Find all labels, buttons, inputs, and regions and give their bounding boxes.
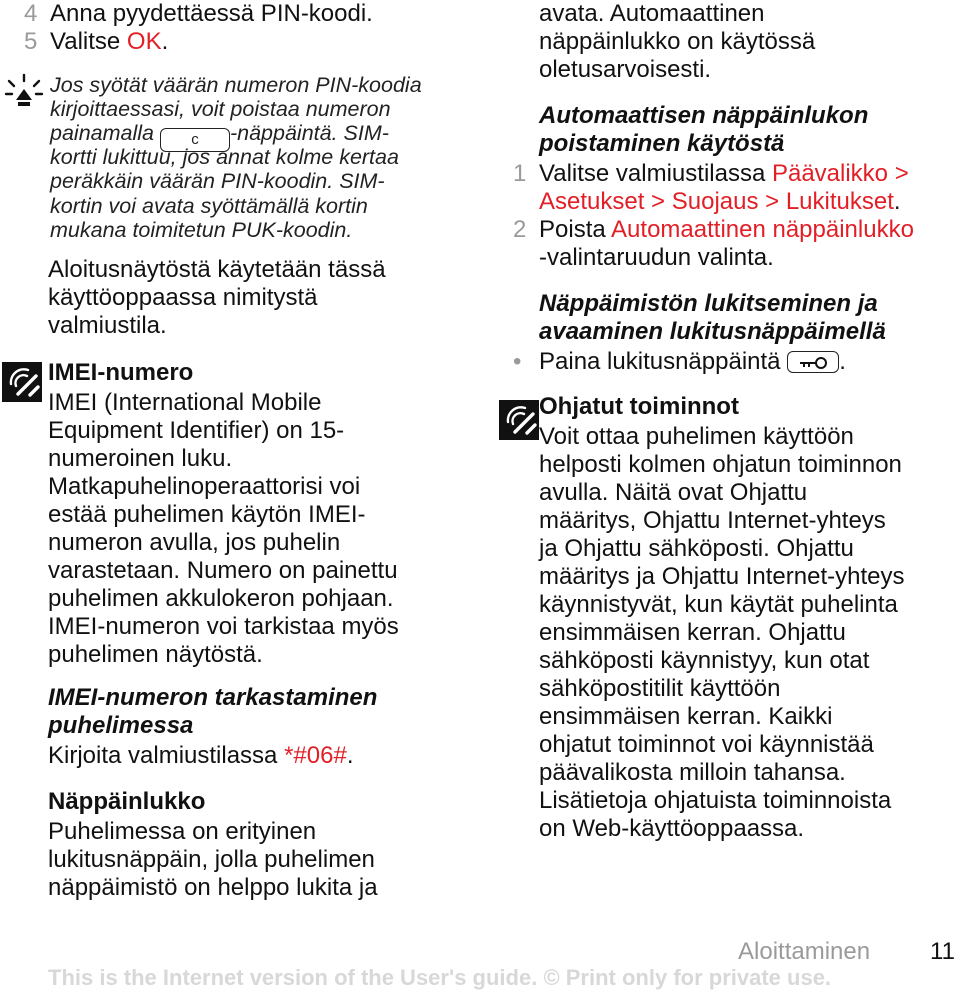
instruction-text-end: . bbox=[346, 742, 354, 769]
guided-line: ensimmäisen kerran. Kaikki bbox=[539, 703, 833, 730]
keylock-cont-line: avata. Automaattinen bbox=[539, 0, 765, 27]
guided-line: määritys, Ohjattu Internet-yhteys bbox=[539, 507, 886, 534]
step-text: Poista bbox=[539, 216, 612, 243]
imei-heading: IMEI-numero bbox=[48, 359, 194, 386]
auto-lock-step-1-cont bbox=[539, 188, 901, 216]
imei-line: IMEI-numeron voi tarkistaa myös bbox=[48, 613, 399, 640]
step-5 bbox=[24, 28, 168, 56]
step-text-end: . bbox=[161, 28, 169, 55]
imei-line: estää puhelimen käytön IMEI- bbox=[48, 501, 366, 528]
keylock-line: Puhelimessa on erityinen bbox=[48, 818, 317, 845]
imei-line: IMEI (International Mobile bbox=[48, 389, 322, 416]
imei-code: *#06# bbox=[284, 742, 347, 769]
page-number: 11 bbox=[930, 938, 955, 965]
tip-line: peräkkäin väärän PIN-koodin. SIM- bbox=[50, 169, 385, 193]
guided-line: sähköpostitilit käyttöön bbox=[539, 675, 781, 702]
note-icon bbox=[2, 362, 42, 402]
step-number: 5 bbox=[24, 28, 38, 55]
tip-line: mukana toimitetun PUK-koodin. bbox=[50, 218, 353, 242]
step-4 bbox=[24, 0, 373, 28]
step-text: Anna pyydettäessä PIN-koodi. bbox=[50, 0, 373, 27]
main-menu-path: Päävalikko > bbox=[771, 160, 909, 187]
tip-line: kirjoittaessasi, voit poistaa numeron bbox=[50, 97, 391, 121]
tip-text: painamalla bbox=[50, 121, 160, 145]
imei-line: puhelimen näytöstä. bbox=[48, 641, 263, 668]
guided-line: avulla. Näitä ovat Ohjattu bbox=[539, 479, 808, 506]
guided-line: ja Ohjattu sähköposti. Ohjattu bbox=[539, 535, 854, 562]
instruction-text: Kirjoita valmiustilassa bbox=[48, 742, 285, 769]
imei-line: numeroinen luku. bbox=[48, 445, 233, 472]
guided-line: päävalikosta milloin tahansa. bbox=[539, 759, 846, 786]
tip-line: kortin voi avata syöttämällä kortin bbox=[50, 194, 368, 218]
settings-path: Asetukset > Suojaus > Lukitukset bbox=[539, 188, 894, 215]
note-icon bbox=[499, 400, 539, 440]
lock-key-heading: Näppäimistön lukitseminen ja bbox=[539, 290, 878, 317]
step-number: 2 bbox=[513, 216, 527, 243]
step-text-end: . bbox=[893, 188, 901, 215]
footer-section-title: Aloittaminen bbox=[738, 938, 871, 965]
guided-line: käynnistyvät, kun käytät puhelinta bbox=[539, 591, 898, 618]
imei-line: varastetaan. Numero on painettu bbox=[48, 557, 398, 584]
guided-line: ensimmäisen kerran. Ohjattu bbox=[539, 619, 846, 646]
guided-line: ohjatut toiminnot voi käynnistää bbox=[539, 731, 874, 758]
auto-lock-heading: poistaminen käytöstä bbox=[539, 130, 785, 157]
keylock-cont-line: näppäinlukko on käytössä bbox=[539, 28, 816, 55]
tip-line: kortti lukittuu, jos annat kolme kertaa bbox=[50, 145, 399, 169]
imei-line: Equipment Identifier) on 15- bbox=[48, 417, 345, 444]
guided-line: Lisätietoja ohjatuista toiminnoista bbox=[539, 787, 892, 814]
footer-disclaimer: This is the Internet version of the User's guide. © Print only for private use. bbox=[48, 965, 832, 990]
auto-keylock-option: Automaattinen näppäinlukko bbox=[611, 216, 914, 243]
step-text: Valitse valmiustilassa bbox=[539, 160, 772, 187]
tip-text: -näppäintä. SIM- bbox=[229, 121, 389, 145]
step-number: 4 bbox=[24, 0, 38, 27]
imei-line: Matkapuhelinoperaattorisi voi bbox=[48, 473, 361, 500]
keylock-line: näppäimistö on helppo lukita ja bbox=[48, 874, 378, 901]
guided-line: on Web-käyttöoppaassa. bbox=[539, 815, 805, 842]
step-number: 1 bbox=[513, 160, 527, 187]
tip-line: Jos syötät väärän numeron PIN-koodia bbox=[50, 73, 422, 97]
guided-line: Voit ottaa puhelimen käyttöön bbox=[539, 423, 854, 450]
ok-menu-item: OK bbox=[126, 28, 162, 55]
step-text: Valitse bbox=[50, 28, 127, 55]
lock-key-icon bbox=[787, 351, 839, 373]
lightbulb-tip-icon bbox=[2, 72, 46, 112]
keylock-cont-line: oletusarvoisesti. bbox=[539, 56, 712, 83]
standby-paragraph-line: valmiustila. bbox=[48, 312, 167, 339]
auto-lock-step-2 bbox=[513, 216, 914, 244]
guided-line: määritys ja Ohjattu Internet-yhteys bbox=[539, 563, 905, 590]
lock-key-heading: avaaminen lukitusnäppäimellä bbox=[539, 318, 886, 345]
c-key-icon: c bbox=[160, 128, 230, 152]
standby-paragraph-line: Aloitusnäytöstä käytetään tässä bbox=[48, 256, 386, 283]
bullet-marker: • bbox=[513, 348, 522, 375]
standby-paragraph-line: käyttöoppaassa nimitystä bbox=[48, 284, 318, 311]
imei-check-heading: puhelimessa bbox=[48, 712, 194, 739]
imei-check-heading: IMEI-numeron tarkastaminen bbox=[48, 684, 378, 711]
bullet-text-end: . bbox=[839, 348, 846, 375]
guided-line: sähköposti käynnistyy, kun otat bbox=[539, 647, 870, 674]
imei-check-instruction bbox=[48, 742, 353, 770]
guided-line: helposti kolmen ohjatun toiminnon bbox=[539, 451, 902, 478]
imei-line: puhelimen akkulokeron pohjaan. bbox=[48, 585, 394, 612]
auto-lock-step-2-cont: -valintaruudun valinta. bbox=[539, 244, 774, 271]
keylock-line: lukitusnäppäin, jolla puhelimen bbox=[48, 846, 375, 873]
keylock-heading: Näppäinlukko bbox=[48, 788, 206, 815]
bullet-text: Paina lukitusnäppäintä bbox=[539, 348, 788, 375]
auto-lock-heading: Automaattisen näppäinlukon bbox=[539, 102, 869, 129]
lock-key-bullet bbox=[513, 348, 846, 376]
auto-lock-step-1 bbox=[513, 160, 909, 188]
guided-heading: Ohjatut toiminnot bbox=[539, 393, 739, 420]
imei-line: numeron avulla, jos puhelin bbox=[48, 529, 341, 556]
